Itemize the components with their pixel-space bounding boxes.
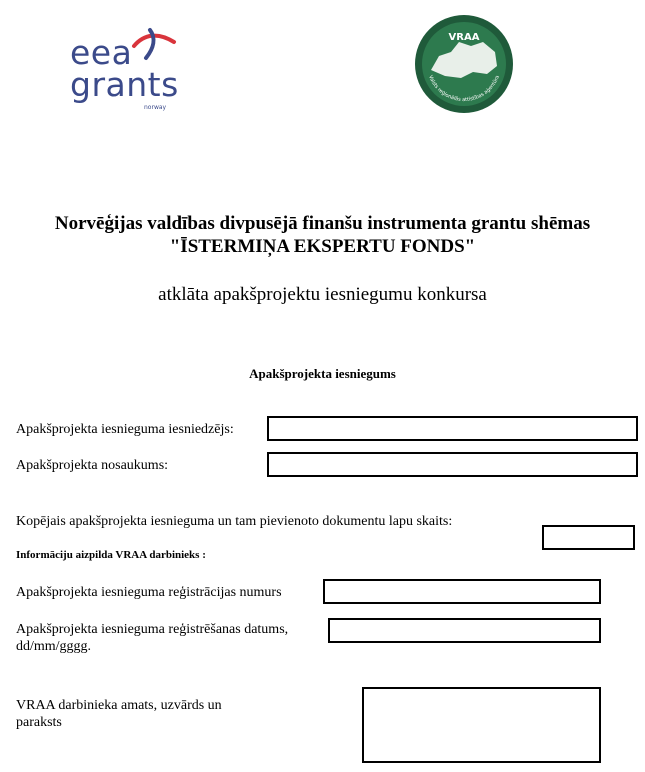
signature-label bbox=[16, 697, 222, 731]
signature-field[interactable] bbox=[362, 687, 601, 763]
reg-date-label bbox=[16, 621, 288, 655]
title-line-2: "ĪSTERMIŅA EKSPERTU FONDS" bbox=[169, 236, 476, 257]
document-title bbox=[0, 212, 645, 258]
grants-text: grants bbox=[70, 65, 179, 104]
name-label: Apakšprojekta nosaukums: bbox=[16, 458, 169, 473]
eea-grants-logo bbox=[64, 22, 194, 117]
project-name-field[interactable] bbox=[267, 452, 638, 477]
page-count-field[interactable] bbox=[542, 525, 635, 550]
document-subtitle: atklāta apakšprojektu iesniegumu konkursa bbox=[158, 284, 487, 305]
reg-date-label-line2: dd/mm/gggg. bbox=[16, 639, 92, 654]
vraa-emblem-icon bbox=[413, 12, 515, 116]
eea-swoosh-icon bbox=[130, 26, 182, 62]
registration-date-field[interactable] bbox=[328, 618, 601, 643]
title-line-1: Norvēģijas valdības divpusējā finanšu instrumenta grantu shēmas bbox=[54, 213, 591, 234]
vraa-acronym: VRAA bbox=[448, 32, 480, 43]
signature-label-line2: paraksts bbox=[16, 715, 62, 730]
reg-number-label: Apakšprojekta iesnieguma reģistrācijas numurs bbox=[16, 585, 282, 600]
vraa-logo bbox=[413, 12, 515, 116]
eea-text: eea bbox=[70, 33, 133, 72]
norway-text: norway bbox=[144, 104, 167, 111]
registration-number-field[interactable] bbox=[323, 579, 601, 604]
vraa-ring-text: Valsts reģionālās attīstības aģentūra bbox=[427, 74, 501, 104]
staff-note: Informāciju aizpilda VRAA darbinieks : bbox=[16, 549, 206, 561]
signature-label-line1: VRAA darbinieka amats, uzvārds un bbox=[16, 698, 222, 713]
applicant-field[interactable] bbox=[267, 416, 638, 441]
pages-label: Kopējais apakšprojekta iesnieguma un tam pievienoto dokumentu lapu skaits: bbox=[16, 514, 453, 529]
form-heading: Apakšprojekta iesniegums bbox=[249, 366, 396, 381]
applicant-label: Apakšprojekta iesnieguma iesniedzējs: bbox=[16, 422, 234, 437]
reg-date-label-line1: Apakšprojekta iesnieguma reģistrēšanas datums, bbox=[16, 622, 289, 637]
